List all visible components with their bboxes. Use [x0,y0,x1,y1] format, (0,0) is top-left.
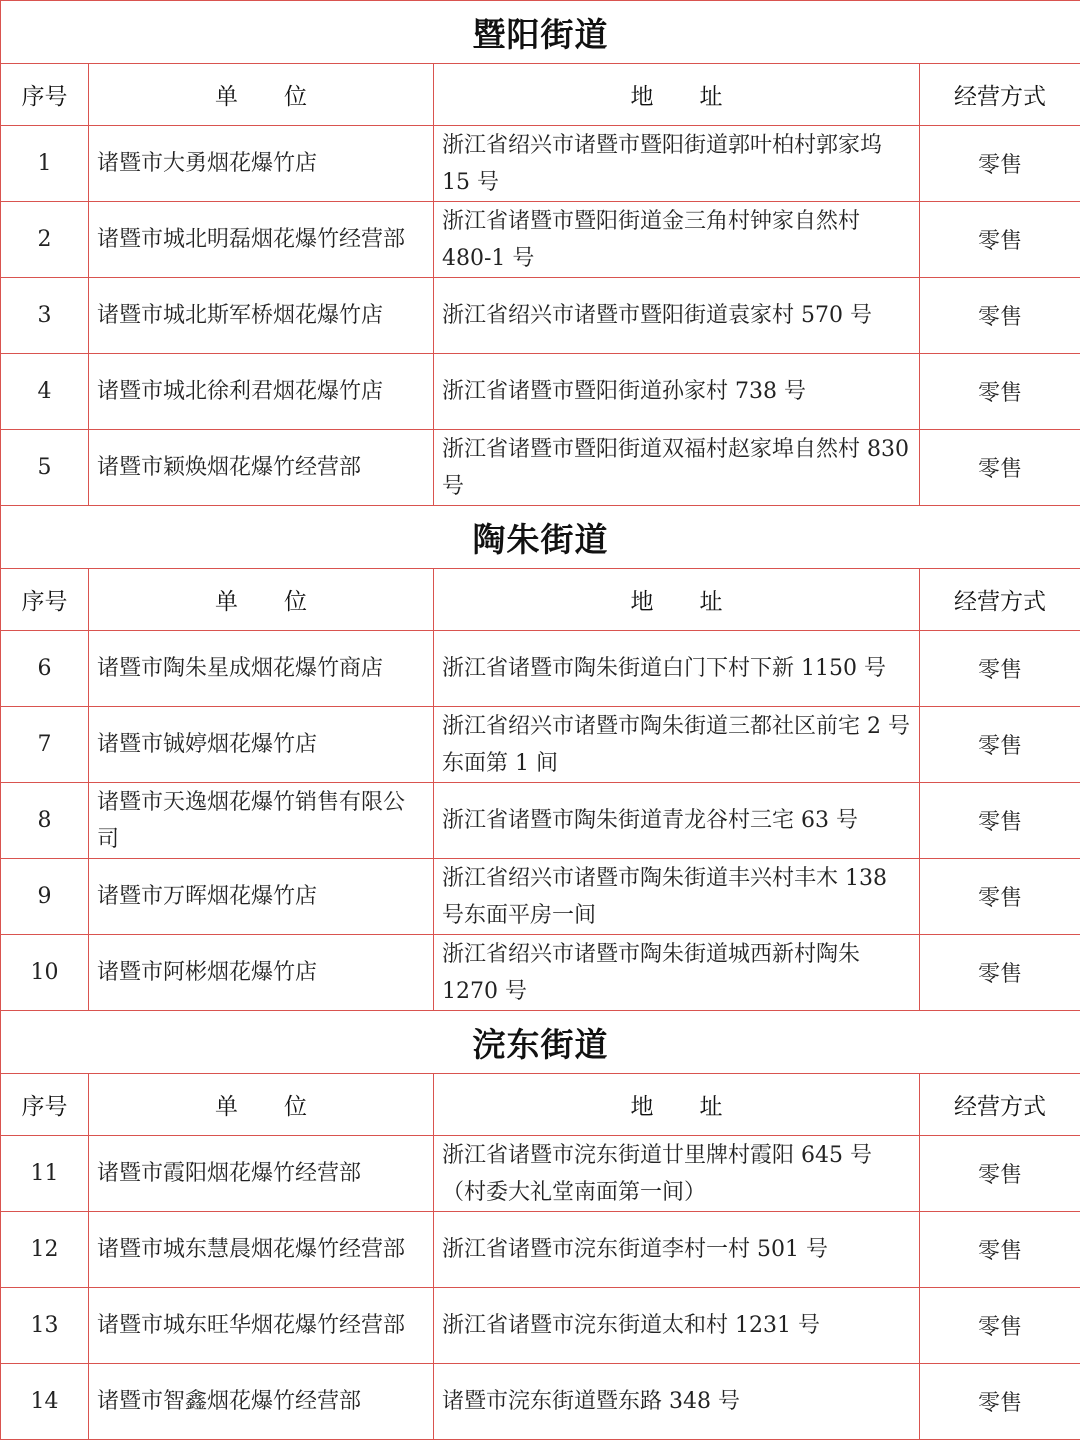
row-business-mode: 零售 [920,1288,1080,1364]
table-row [1,631,1080,707]
header-unit: 单 位 [89,569,434,631]
row-unit-name: 诸暨市颖焕烟花爆竹经营部 [89,430,434,506]
row-address: 浙江省诸暨市暨阳街道双福村赵家埠自然村 830 号 [434,430,920,506]
header-row [1,1074,1080,1136]
row-number: 10 [1,935,89,1011]
table-row [1,1212,1080,1288]
header-unit: 单 位 [89,64,434,126]
row-address: 浙江省诸暨市暨阳街道金三角村钟家自然村 480-1 号 [434,202,920,278]
row-business-mode: 零售 [920,859,1080,935]
table-row [1,430,1080,506]
row-unit-name: 诸暨市陶朱星成烟花爆竹商店 [89,631,434,707]
section-title-row [1,1,1080,64]
row-number: 12 [1,1212,89,1288]
header-num: 序号 [1,569,89,631]
row-address: 浙江省诸暨市浣东街道廿里牌村霞阳 645 号（村委大礼堂南面第一间） [434,1136,920,1212]
row-business-mode: 零售 [920,1364,1080,1440]
row-unit-name: 诸暨市城东旺华烟花爆竹经营部 [89,1288,434,1364]
row-business-mode: 零售 [920,126,1080,202]
row-address: 浙江省绍兴市诸暨市陶朱街道城西新村陶朱 1270 号 [434,935,920,1011]
row-unit-name: 诸暨市城北徐利君烟花爆竹店 [89,354,434,430]
header-num: 序号 [1,64,89,126]
row-number: 9 [1,859,89,935]
header-address: 地 址 [434,569,920,631]
row-unit-name: 诸暨市大勇烟花爆竹店 [89,126,434,202]
row-number: 13 [1,1288,89,1364]
row-number: 7 [1,707,89,783]
section-title-row [1,1011,1080,1074]
table-row [1,126,1080,202]
table-row [1,859,1080,935]
section-title: 陶朱街道 [1,506,1080,569]
row-business-mode: 零售 [920,278,1080,354]
row-business-mode: 零售 [920,707,1080,783]
table-row [1,1136,1080,1212]
section-title-row [1,506,1080,569]
header-unit: 单 位 [89,1074,434,1136]
header-mode: 经营方式 [920,1074,1080,1136]
row-number: 5 [1,430,89,506]
row-unit-name: 诸暨市智鑫烟花爆竹经营部 [89,1364,434,1440]
row-business-mode: 零售 [920,1136,1080,1212]
row-number: 6 [1,631,89,707]
header-num: 序号 [1,1074,89,1136]
table-row [1,707,1080,783]
table-row [1,1364,1080,1440]
row-business-mode: 零售 [920,1212,1080,1288]
header-row [1,569,1080,631]
row-unit-name: 诸暨市城北明磊烟花爆竹经营部 [89,202,434,278]
row-business-mode: 零售 [920,631,1080,707]
row-unit-name: 诸暨市霞阳烟花爆竹经营部 [89,1136,434,1212]
row-business-mode: 零售 [920,202,1080,278]
row-address: 浙江省绍兴市诸暨市陶朱街道三都社区前宅 2 号东面第 1 间 [434,707,920,783]
header-mode: 经营方式 [920,569,1080,631]
row-unit-name: 诸暨市铖婷烟花爆竹店 [89,707,434,783]
header-address: 地 址 [434,64,920,126]
row-business-mode: 零售 [920,430,1080,506]
table-row [1,935,1080,1011]
row-business-mode: 零售 [920,354,1080,430]
header-mode: 经营方式 [920,64,1080,126]
table-row [1,1288,1080,1364]
table-row [1,202,1080,278]
row-address: 浙江省绍兴市诸暨市暨阳街道郭叶柏村郭家坞 15 号 [434,126,920,202]
row-number: 4 [1,354,89,430]
row-business-mode: 零售 [920,783,1080,859]
section-title: 暨阳街道 [1,1,1080,64]
row-address: 浙江省诸暨市暨阳街道孙家村 738 号 [434,354,920,430]
row-unit-name: 诸暨市城东慧晨烟花爆竹经营部 [89,1212,434,1288]
row-number: 2 [1,202,89,278]
row-number: 8 [1,783,89,859]
row-address: 浙江省绍兴市诸暨市陶朱街道丰兴村丰木 138 号东面平房一间 [434,859,920,935]
row-unit-name: 诸暨市阿彬烟花爆竹店 [89,935,434,1011]
table-row [1,278,1080,354]
row-number: 11 [1,1136,89,1212]
header-address: 地 址 [434,1074,920,1136]
table-row [1,783,1080,859]
row-number: 1 [1,126,89,202]
header-row [1,64,1080,126]
row-number: 3 [1,278,89,354]
row-unit-name: 诸暨市城北斯军桥烟花爆竹店 [89,278,434,354]
row-address: 浙江省诸暨市陶朱街道青龙谷村三宅 63 号 [434,783,920,859]
row-unit-name: 诸暨市万晖烟花爆竹店 [89,859,434,935]
row-number: 14 [1,1364,89,1440]
table-body [1,1,1080,1440]
section-title: 浣东街道 [1,1011,1080,1074]
row-address: 浙江省诸暨市浣东街道李村一村 501 号 [434,1212,920,1288]
row-unit-name: 诸暨市天逸烟花爆竹销售有限公司 [89,783,434,859]
table-row [1,354,1080,430]
row-address: 浙江省绍兴市诸暨市暨阳街道袁家村 570 号 [434,278,920,354]
row-address: 诸暨市浣东街道暨东路 348 号 [434,1364,920,1440]
row-address: 浙江省诸暨市浣东街道太和村 1231 号 [434,1288,920,1364]
row-address: 浙江省诸暨市陶朱街道白门下村下新 1150 号 [434,631,920,707]
row-business-mode: 零售 [920,935,1080,1011]
